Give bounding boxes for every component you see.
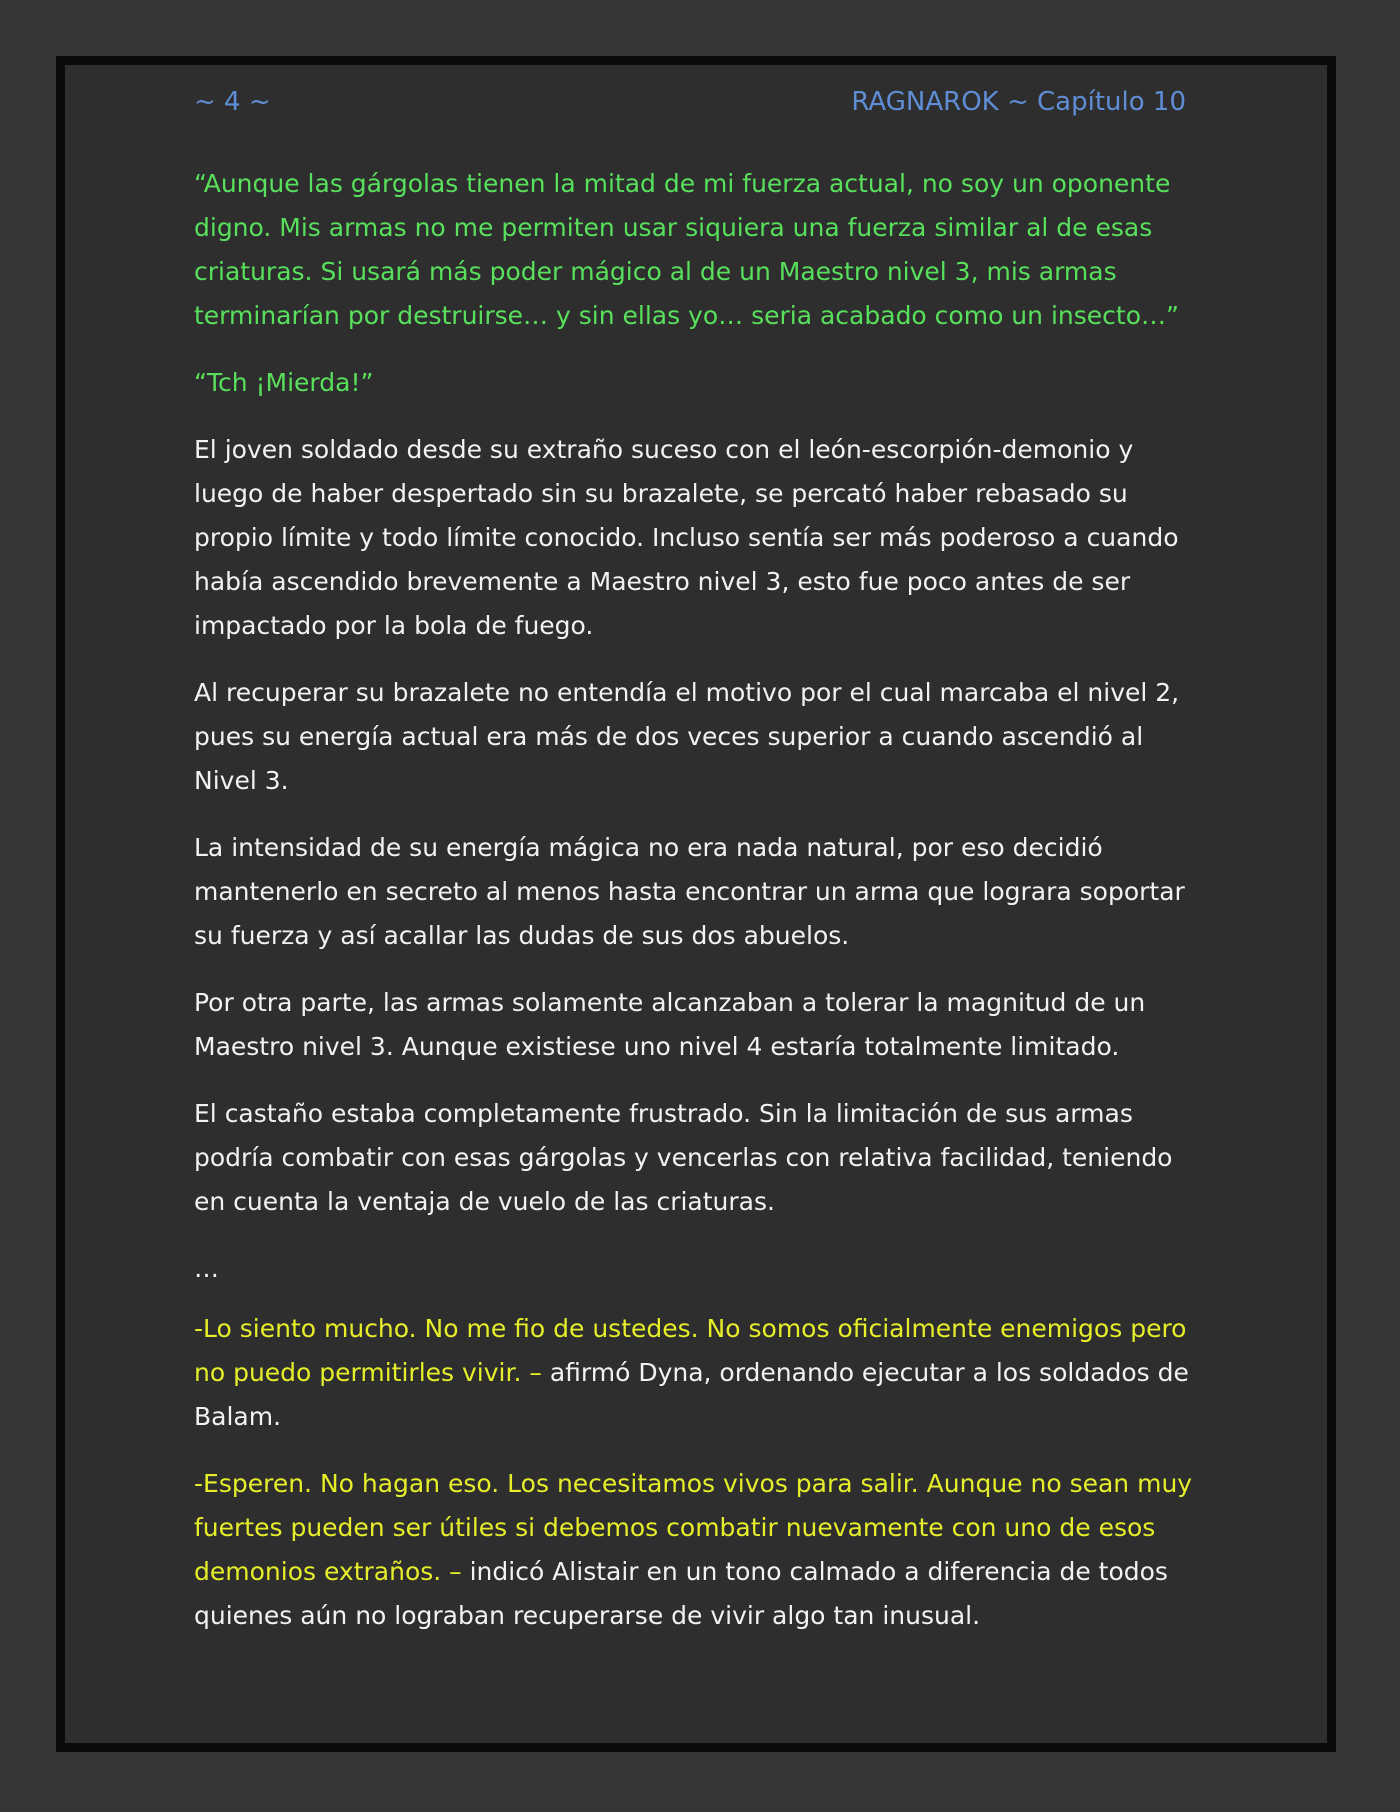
narration-paragraph: El joven soldado desde su extraño suceso con el león-escorpión-demonio y luego de haber despertado sin su brazalete, se percató haber rebasado su propio límite y todo límite conocido. Incluso sentía ser más poderoso a cuando había ascendido brevemente a Maestro nivel 3, esto fue poco antes de ser impactado por la bola de fuego.: [194, 435, 1179, 640]
page-body: [194, 162, 1206, 1661]
dialogue-speech: -Esperen. No hagan eso. Los necesitamos vivos para salir. Aunque no sean muy fuertes pueden ser útiles si debemos combatir nuevamente con uno de esos demonios extraños. –: [194, 1469, 1193, 1586]
dialogue-paragraph: [194, 1462, 1206, 1638]
narration-paragraph: Al recuperar su brazalete no entendía el motivo por el cual marcaba el nivel 2, pues su energía actual era más de dos veces superior a cuando ascendió al Nivel 3.: [194, 678, 1180, 795]
page-header: [194, 82, 1186, 122]
dialogue-speech: -Lo siento mucho. No me fio de ustedes. No somos oficialmente enemigos pero no puedo permitirles vivir. –: [194, 1314, 1187, 1387]
dialogue-narration: afirmó Dyna, ordenando ejecutar a los soldados de Balam.: [194, 1358, 1189, 1431]
scene-break: …: [194, 1254, 219, 1283]
dialogue-narration: indicó Alistair en un tono calmado a diferencia de todos quienes aún no lograban recuperarse de vivir algo tan inusual.: [194, 1557, 1168, 1630]
running-title: RAGNAROK ~ Capítulo 10: [851, 87, 1186, 117]
narration-paragraph: Por otra parte, las armas solamente alcanzaban a tolerar la magnitud de un Maestro nivel 3. Aunque existiese uno nivel 4 estaría totalmente limitado.: [194, 988, 1146, 1061]
page-number: ~ 4 ~: [194, 87, 271, 117]
narration-paragraph: La intensidad de su energía mágica no era nada natural, por eso decidió mantenerlo en secreto al menos hasta encontrar un arma que lograra soportar su fuerza y así acallar las dudas de sus dos abuelos.: [194, 833, 1185, 950]
dialogue-paragraph: [194, 1307, 1206, 1439]
thought-paragraph: “Aunque las gárgolas tienen la mitad de mi fuerza actual, no soy un oponente digno. Mis armas no me permiten usar siquiera una fuerza similar al de esas criaturas. Si usará más poder mágico al de un Maestro nivel 3, mis armas terminarían por destruirse… y sin ellas yo… seria acabado como un insecto…”: [194, 169, 1179, 330]
narration-paragraph: El castaño estaba completamente frustrado. Sin la limitación de sus armas podría combatir con esas gárgolas y vencerlas con relativa facilidad, teniendo en cuenta la ventaja de vuelo de las criaturas.: [194, 1099, 1173, 1216]
exclamation-paragraph: “Tch ¡Mierda!”: [194, 368, 374, 397]
